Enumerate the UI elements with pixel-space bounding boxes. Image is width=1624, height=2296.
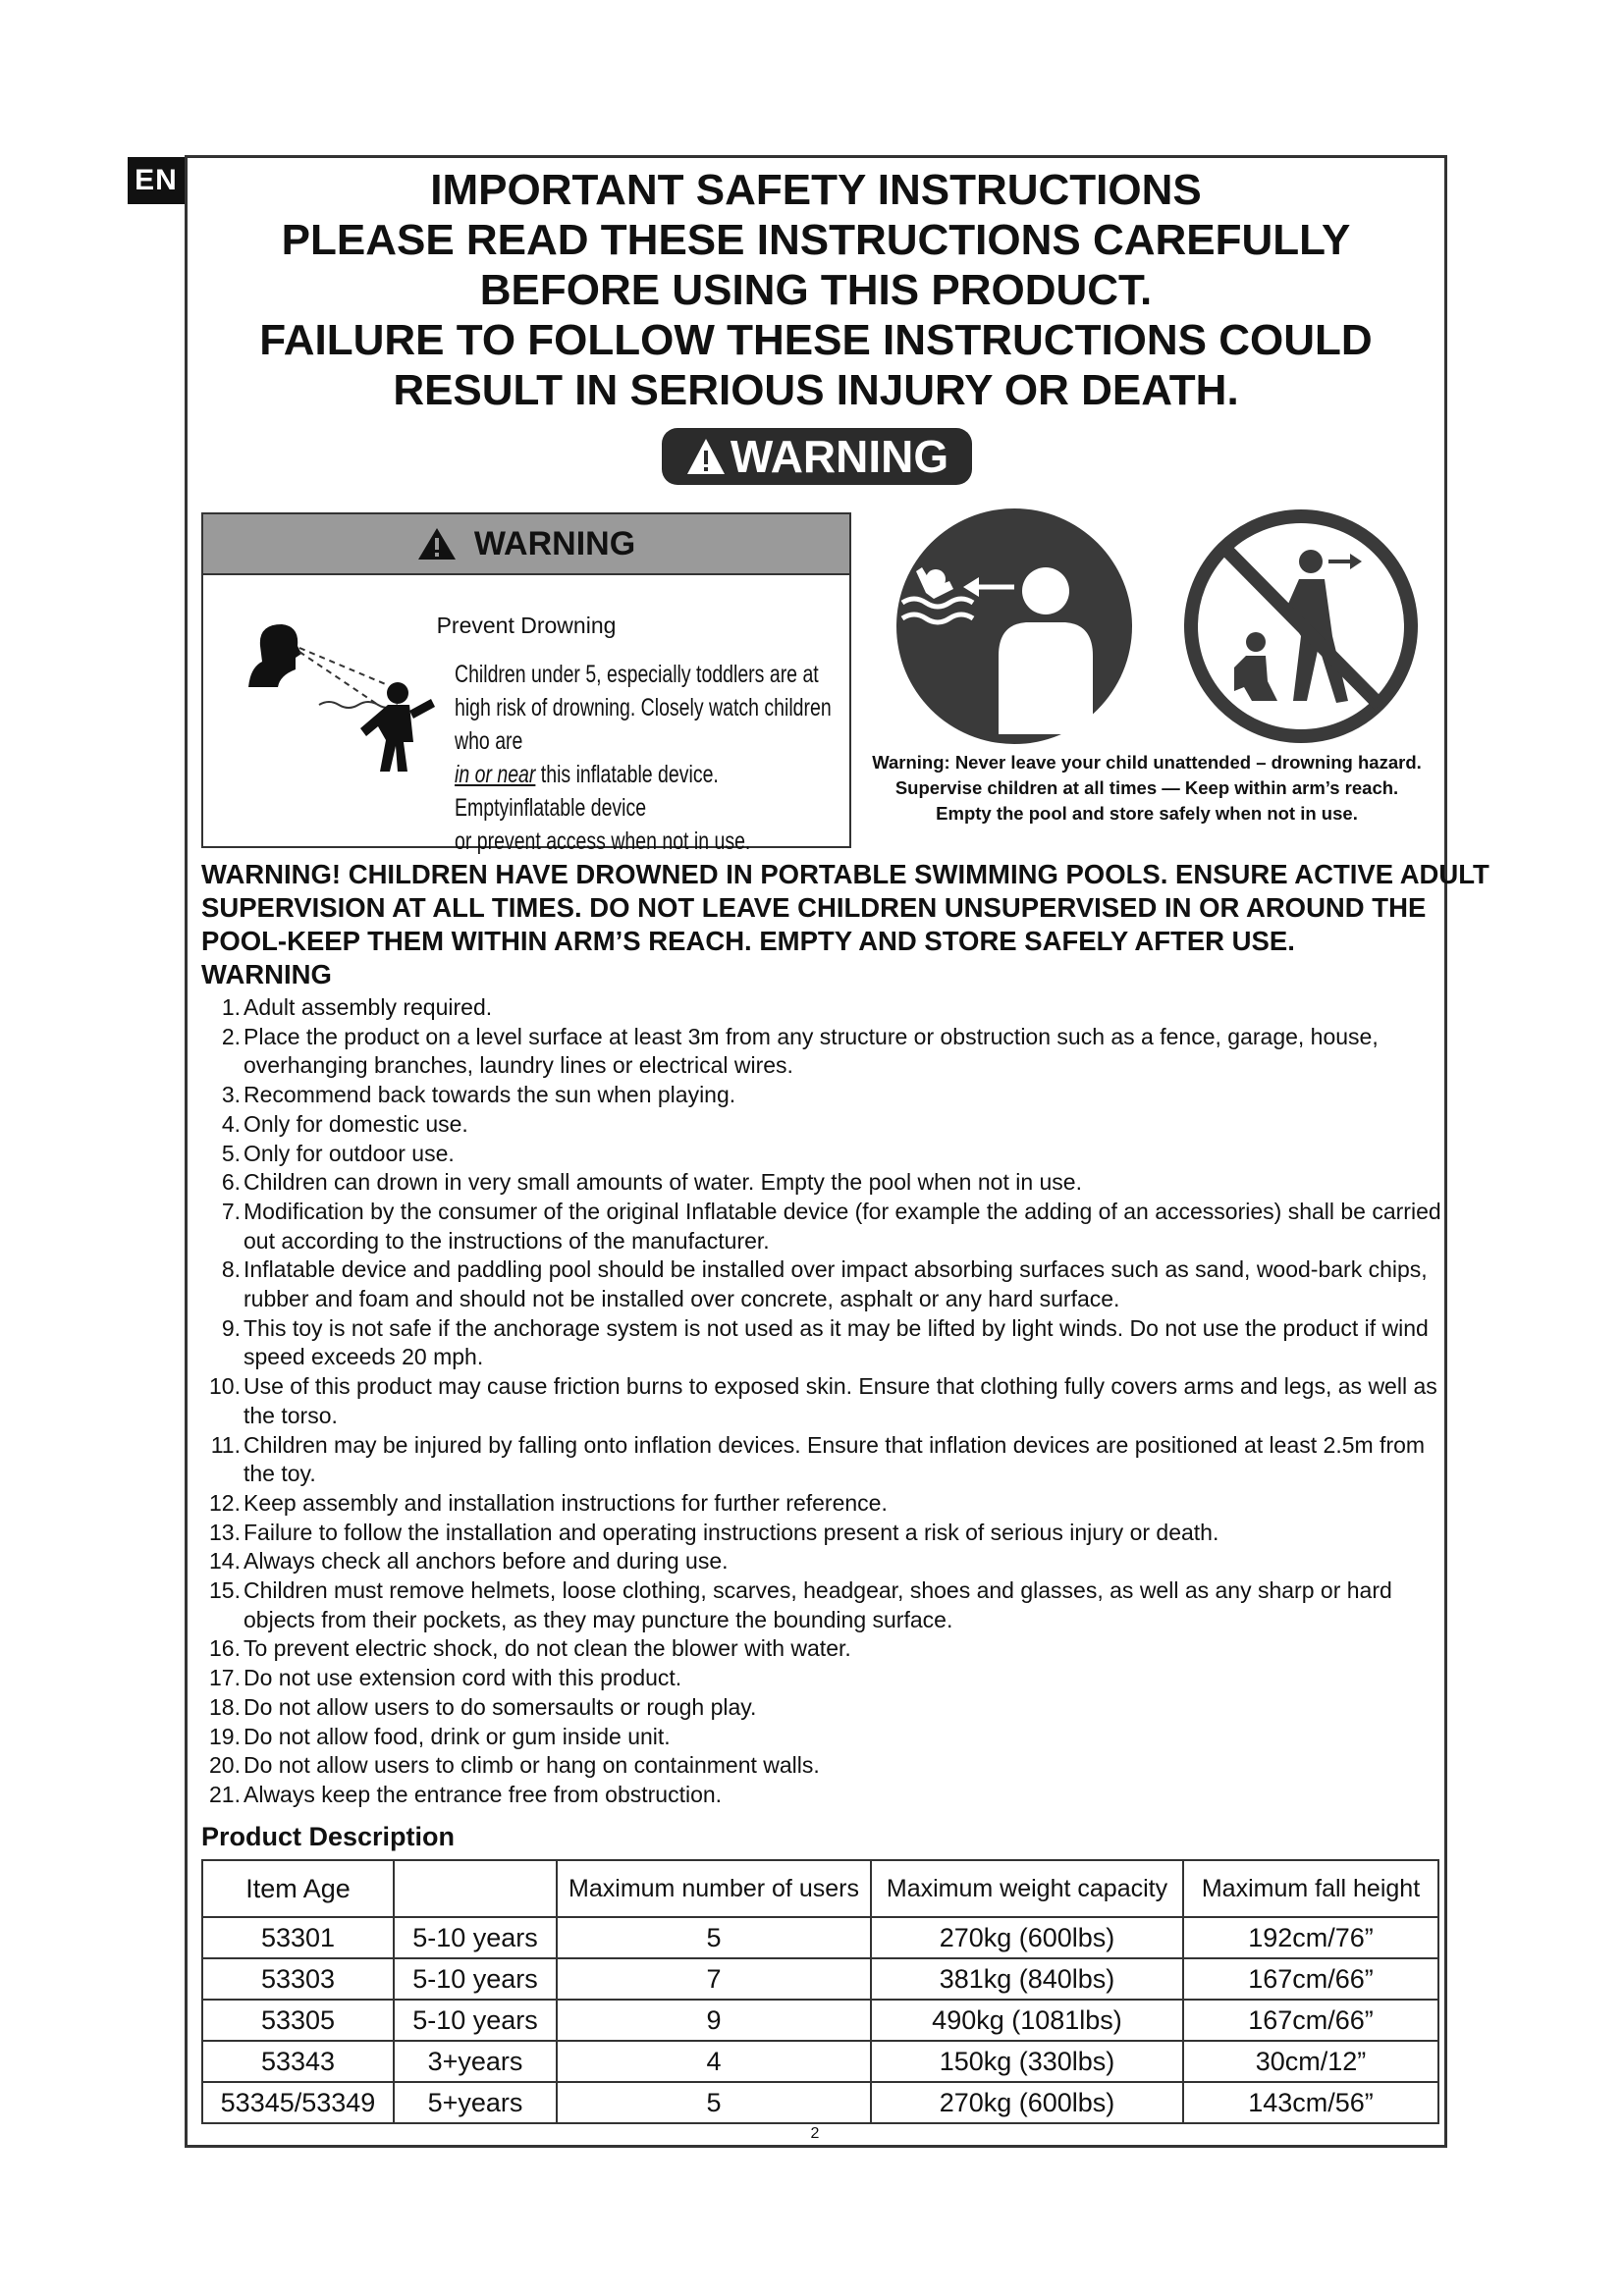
list-item-number: 10. — [209, 1373, 241, 1400]
list-item — [201, 1547, 1448, 1576]
product-description-table — [201, 1859, 1439, 2124]
list-item-text: Inflatable device and paddling pool should be installed over impact absorbing surfaces such as sand, wood-bark chips, rubber and foam and should not be installed over concrete, asphalt or any hard surface. — [244, 1256, 1428, 1312]
list-item — [201, 1372, 1448, 1430]
list-item-number: 12. — [209, 1489, 241, 1516]
table-cell: 143cm/56” — [1183, 2082, 1438, 2123]
table-cell: 192cm/76” — [1183, 1917, 1438, 1958]
table-cell: 5 — [557, 1917, 871, 1958]
table-row — [202, 2082, 1438, 2123]
list-item-number: 18. — [209, 1693, 241, 1720]
list-item-text: Do not allow users to climb or hang on containment walls. — [244, 1752, 820, 1779]
supervise-child-pictogram-icon — [896, 508, 1132, 744]
list-item-text: Use of this product may cause friction burns to exposed skin. Ensure that clothing fully covers arms and legs, as well as the torso. — [244, 1373, 1437, 1428]
list-item-number: 8. — [221, 1256, 241, 1283]
table-cell: 5+years — [394, 2082, 557, 2123]
list-item — [201, 1110, 1448, 1140]
table-cell: 30cm/12” — [1183, 2041, 1438, 2082]
table-cell: 53303 — [202, 1958, 394, 2000]
list-item-text: Modification by the consumer of the original Inflatable device (for example the adding of an accessories) shall be carried out according to the instructions of the manufacturer. — [244, 1198, 1441, 1254]
table-cell: 490kg (1081lbs) — [871, 2000, 1183, 2041]
list-item-number: 7. — [221, 1198, 241, 1224]
list-item-text: Children can drown in very small amounts of water. Empty the pool when not in use. — [244, 1169, 1082, 1196]
list-item — [201, 1519, 1448, 1548]
table-cell: 381kg (840lbs) — [871, 1958, 1183, 2000]
list-item — [201, 1576, 1448, 1634]
list-item-number: 5. — [221, 1140, 241, 1166]
list-item-number: 2. — [221, 1023, 241, 1049]
table-row — [202, 1917, 1438, 1958]
table-cell: 9 — [557, 2000, 871, 2041]
list-item-text: Children must remove helmets, loose clothing, scarves, headgear, shoes and glasses, as well as any sharp or hard objects from their pockets, as they may puncture the bounding surface. — [244, 1577, 1392, 1632]
caption-line: Warning: Never leave your child unattended – drowning hazard. — [872, 752, 1422, 773]
table-header-cell: Maximum number of users — [557, 1860, 871, 1917]
table-cell: 3+years — [394, 2041, 557, 2082]
table-cell: 5-10 years — [394, 1917, 557, 1958]
list-item-number: 14. — [209, 1548, 241, 1575]
warning-triangle-icon — [685, 437, 727, 476]
table-header-cell: Item Age — [202, 1860, 394, 1917]
list-item-number: 19. — [209, 1723, 241, 1749]
list-item-text: Always check all anchors before and during use. — [244, 1548, 729, 1575]
table-cell: 4 — [557, 2041, 871, 2082]
table-header-cell — [394, 1860, 557, 1917]
list-item-number: 21. — [209, 1781, 241, 1807]
language-tab: EN — [128, 157, 185, 204]
list-item — [201, 1664, 1448, 1693]
warning-pill-label: WARNING — [730, 431, 949, 482]
list-item-text: Always keep the entrance free from obstruction. — [244, 1781, 723, 1807]
list-item — [201, 1751, 1448, 1781]
list-item — [201, 1693, 1448, 1723]
instruction-list — [201, 993, 1448, 1810]
list-item-text: Recommend back towards the sun when playing. — [244, 1082, 736, 1108]
list-item-text: Only for domestic use. — [244, 1110, 468, 1137]
list-item-text: Children may be injured by falling onto inflation devices. Ensure that inflation devices are positioned at least 2.5m from the toy. — [244, 1431, 1426, 1487]
list-item-text: This toy is not safe if the anchorage system is not used as it may be lifted by light winds. Do not use the product if wind speed exceeds 20 mph. — [244, 1314, 1429, 1370]
headline-line: RESULT IN SERIOUS INJURY OR DEATH. — [393, 366, 1239, 414]
headline-line: BEFORE USING THIS PRODUCT. — [479, 266, 1153, 314]
list-item — [201, 1023, 1448, 1081]
bold-warning-line: SUPERVISION AT ALL TIMES. DO NOT LEAVE CHILDREN UNSUPERVISED IN OR AROUND THE — [201, 892, 1427, 923]
headline-line: FAILURE TO FOLLOW THESE INSTRUCTIONS COULD — [259, 316, 1373, 364]
table-cell: 53301 — [202, 1917, 394, 1958]
warning-label-subtitle: Prevent Drowning — [436, 613, 617, 638]
table-cell: 270kg (600lbs) — [871, 1917, 1183, 1958]
list-item-text: Do not use extension cord with this product. — [244, 1665, 682, 1691]
label-body-text: this inflatable device. Emptyinflatable device — [455, 761, 719, 822]
no-unattended-child-pictogram-icon — [1191, 516, 1411, 736]
table-header-cell: Maximum fall height — [1183, 1860, 1438, 1917]
bold-warning-line: WARNING! CHILDREN HAVE DROWNED IN PORTABLE SWIMMING POOLS. ENSURE ACTIVE ADULT — [201, 859, 1489, 889]
table-cell: 167cm/66” — [1183, 1958, 1438, 2000]
label-underlined-text: in or near — [455, 761, 536, 788]
table-row — [202, 2000, 1438, 2041]
list-item — [201, 1198, 1448, 1255]
list-item — [201, 1255, 1448, 1313]
list-item-text: Adult assembly required. — [244, 994, 493, 1020]
product-description-title: Product Description — [201, 1822, 456, 1851]
caption-line: Empty the pool and store safely when not in use. — [936, 803, 1358, 824]
list-item — [201, 1723, 1448, 1752]
list-item-number: 1. — [221, 994, 241, 1020]
table-row — [202, 2041, 1438, 2082]
label-body-line: Children under 5, especially toddlers are at — [455, 661, 819, 688]
warning-triangle-icon — [417, 527, 457, 561]
table-cell: 7 — [557, 1958, 871, 2000]
pictogram-caption — [852, 750, 1441, 827]
warning-label-header — [203, 514, 849, 575]
table-cell: 167cm/66” — [1183, 2000, 1438, 2041]
list-item-number: 17. — [209, 1665, 241, 1691]
bold-warning-line: WARNING — [201, 959, 332, 989]
headline-line: PLEASE READ THESE INSTRUCTIONS CAREFULLY — [281, 216, 1351, 264]
warning-pill — [662, 428, 972, 485]
list-item-text: Place the product on a level surface at least 3m from any structure or obstruction such as a fence, garage, house, overhanging branches, laundry lines or electrical wires. — [244, 1023, 1379, 1079]
list-item — [201, 1140, 1448, 1169]
table-cell: 53305 — [202, 2000, 394, 2041]
table-cell: 5 — [557, 2082, 871, 2123]
table-cell: 5-10 years — [394, 1958, 557, 2000]
page-number: 2 — [810, 2125, 820, 2142]
headline-line: IMPORTANT SAFETY INSTRUCTIONS — [430, 166, 1202, 214]
table-cell: 53345/53349 — [202, 2082, 394, 2123]
label-body-line — [455, 758, 853, 825]
list-item-text: Keep assembly and installation instructions for further reference. — [244, 1489, 888, 1516]
label-body-line: or prevent access when not in use. — [455, 828, 751, 855]
list-item — [201, 1431, 1448, 1489]
list-item-number: 6. — [221, 1169, 241, 1196]
list-item-number: 20. — [209, 1752, 241, 1779]
list-item — [201, 1489, 1448, 1519]
table-cell: 5-10 years — [394, 2000, 557, 2041]
table-cell: 150kg (330lbs) — [871, 2041, 1183, 2082]
table-header-row — [202, 1860, 1438, 1917]
list-item-number: 11. — [210, 1431, 241, 1458]
list-item-text: Failure to follow the installation and operating instructions present a risk of serious injury or death. — [244, 1519, 1219, 1545]
drowning-warning-paragraph — [201, 858, 1489, 991]
table-cell: 53343 — [202, 2041, 394, 2082]
drowning-warning-label — [201, 512, 851, 855]
list-item-text: Do not allow users to do somersaults or rough play. — [244, 1693, 757, 1720]
list-item-number: 16. — [209, 1635, 241, 1662]
list-item — [201, 1781, 1448, 1810]
caption-line: Supervise children at all times — Keep within arm’s reach. — [894, 777, 1399, 798]
label-body-line: high risk of drowning. Closely watch children who are — [455, 694, 832, 755]
list-item-number: 13. — [209, 1519, 241, 1545]
warning-label-title: WARNING — [473, 524, 636, 562]
list-item-text: To prevent electric shock, do not clean the blower with water. — [244, 1635, 851, 1662]
list-item-text: Only for outdoor use. — [244, 1140, 455, 1166]
bold-warning-line: POOL-KEEP THEM WITHIN ARM’S REACH. EMPTY AND STORE SAFELY AFTER USE. — [201, 926, 1295, 956]
list-item-number: 15. — [209, 1577, 241, 1604]
supervising-adult-drowning-child-icon — [241, 616, 457, 803]
warning-label-body — [455, 658, 853, 858]
list-item — [201, 1168, 1448, 1198]
list-item-number: 4. — [221, 1110, 241, 1137]
list-item-number: 3. — [221, 1082, 241, 1108]
list-item — [201, 1314, 1448, 1372]
safety-pictograms — [889, 508, 1429, 744]
list-item-text: Do not allow food, drink or gum inside unit. — [244, 1723, 671, 1749]
safety-headline — [185, 165, 1447, 415]
list-item-number: 9. — [221, 1314, 241, 1341]
list-item — [201, 1634, 1448, 1664]
table-cell: 270kg (600lbs) — [871, 2082, 1183, 2123]
table-row — [202, 1958, 1438, 2000]
table-header-cell: Maximum weight capacity — [871, 1860, 1183, 1917]
list-item — [201, 1081, 1448, 1110]
list-item — [201, 993, 1448, 1023]
